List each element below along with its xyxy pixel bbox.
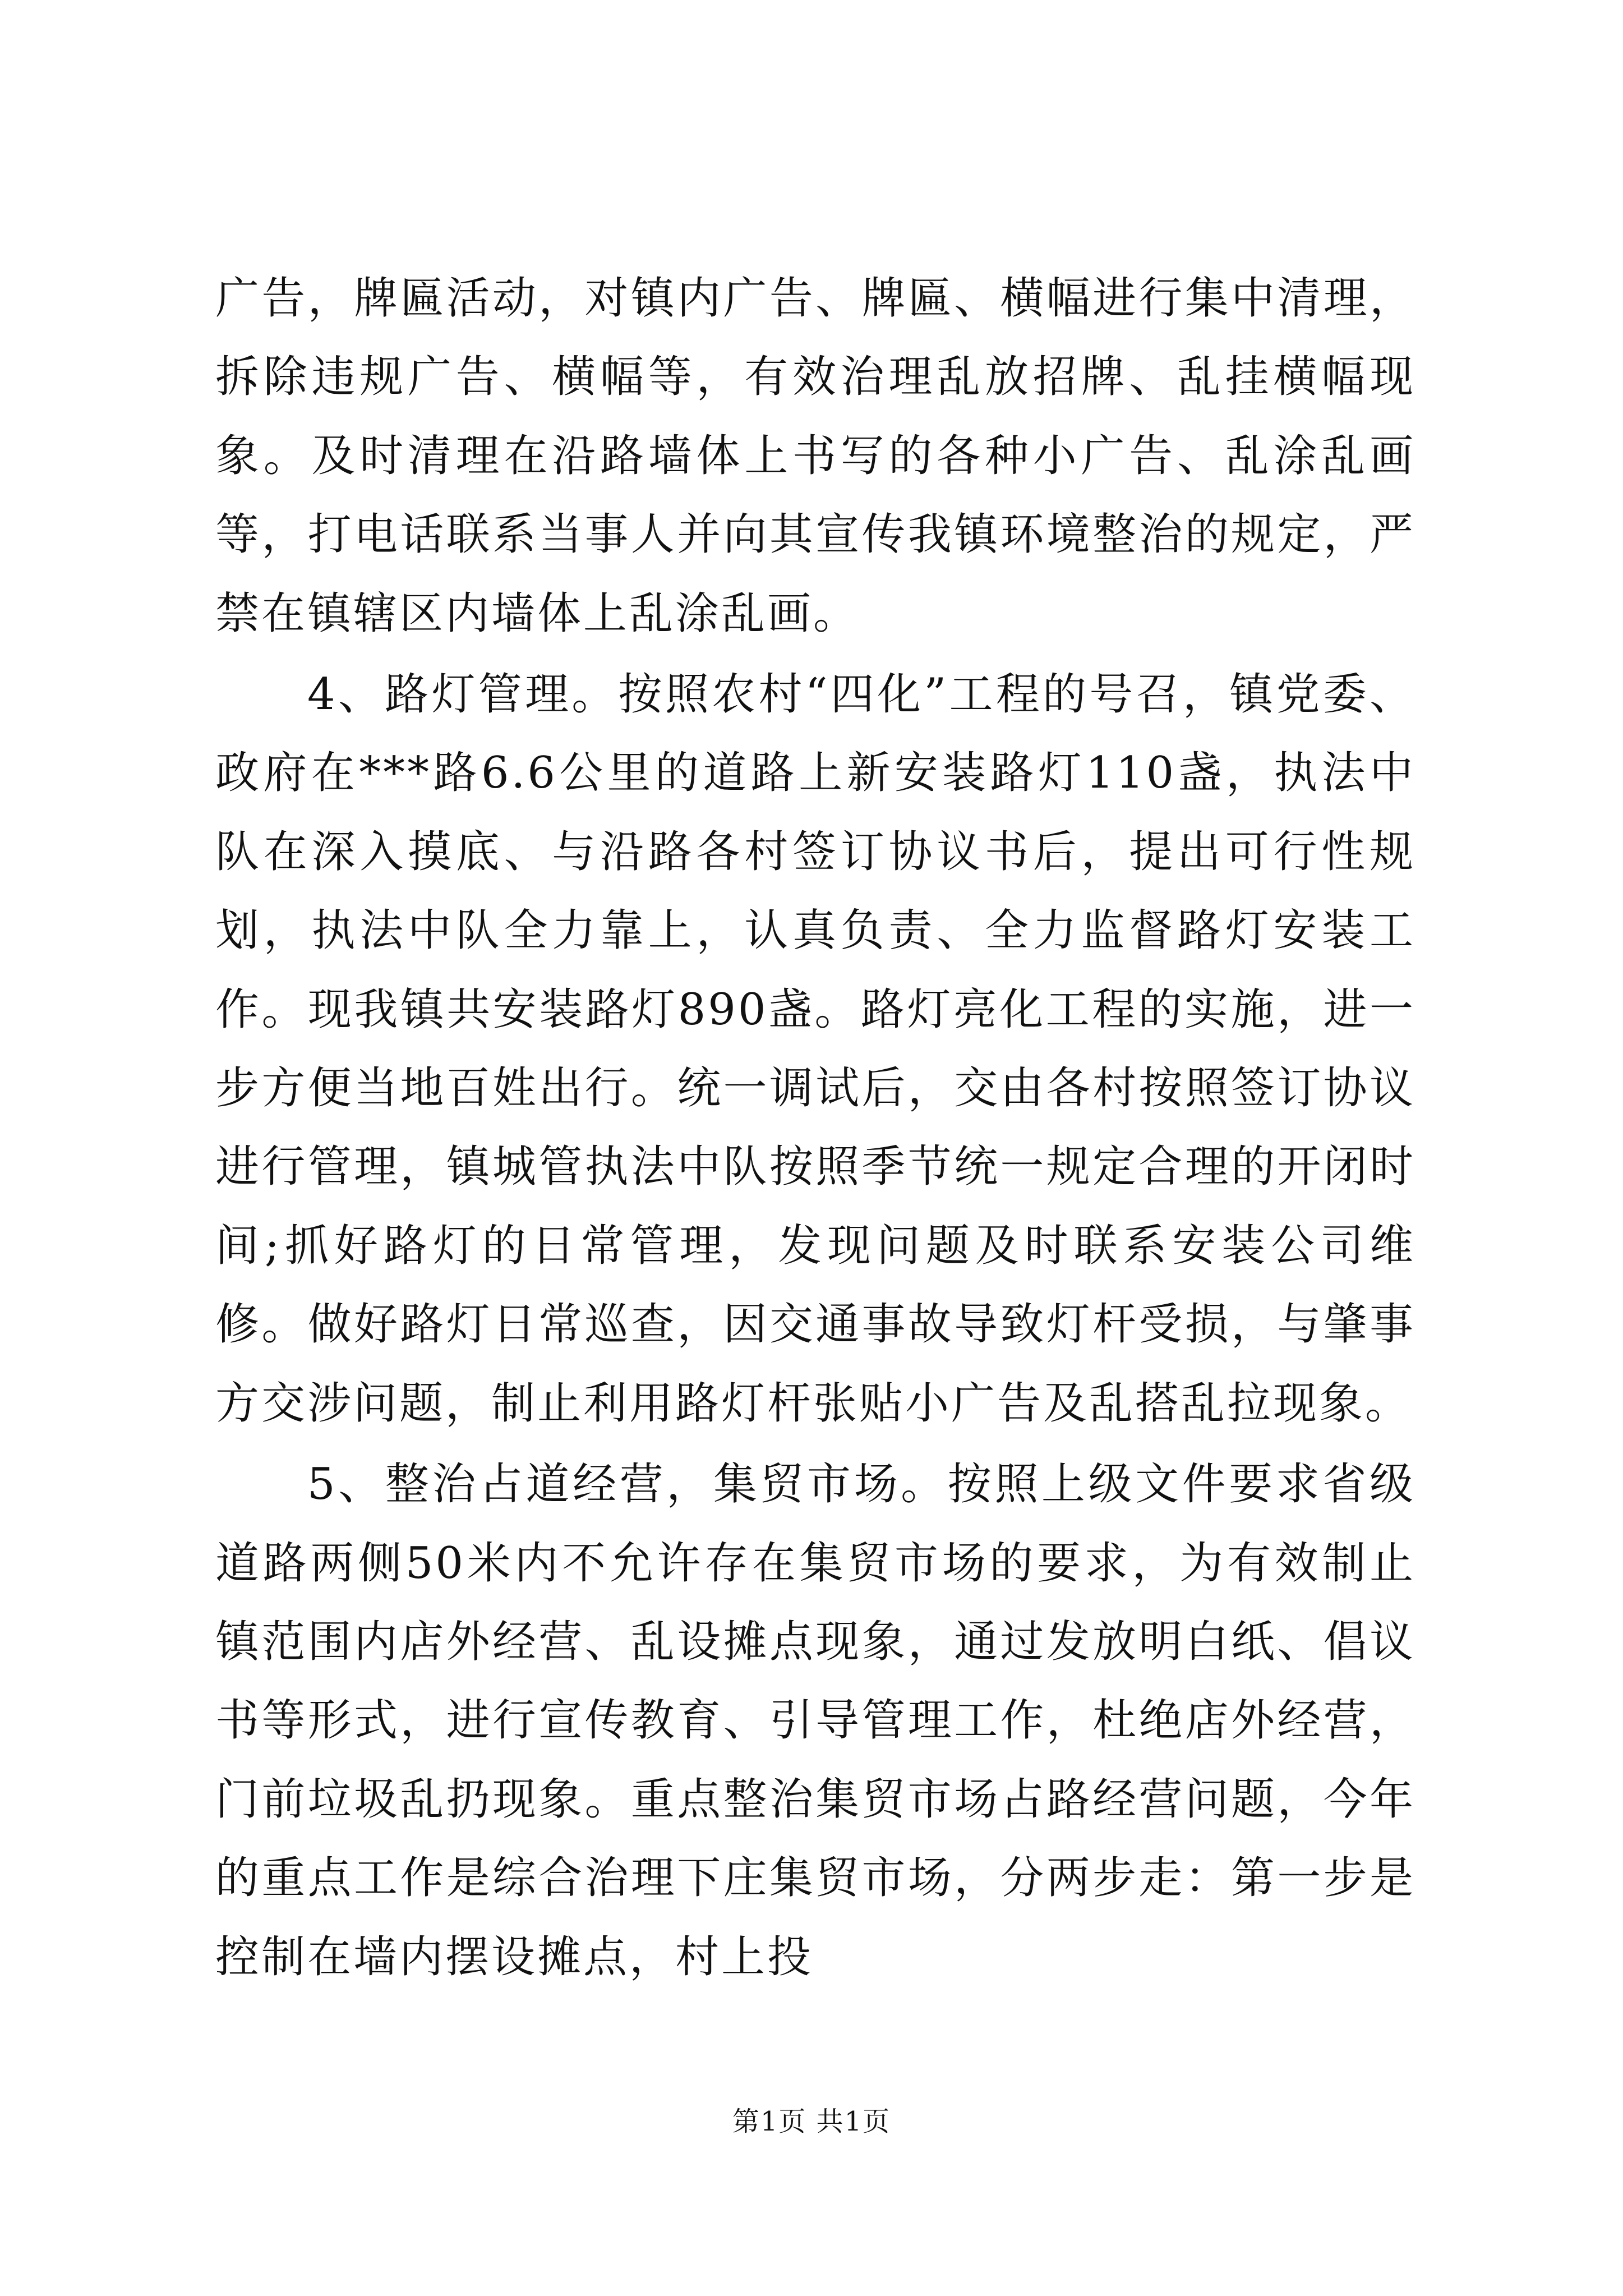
paragraph-continuation: 广告，牌匾活动，对镇内广告、牌匾、横幅进行集中清理，拆除违规广告、横幅等，有效治理乱放招牌、乱挂横幅现象。及时清理在沿路墙体上书写的各种小广告、乱涂乱画等，打电话联系当事人并向其宣传我镇环境整治的规定，严禁在镇辖区内墙体上乱涂乱画。 xyxy=(215,273,1415,639)
document-body xyxy=(215,259,1415,1999)
paragraph-street-lights: 4、路灯管理。按照农村“四化”工程的号召，镇党委、政府在***路6.6公里的道路上新安装路灯110盏，执法中队在深入摸底、与沿路各村签订协议书后，提出可行性规划，执法中队全力靠上，认真负责、全力监督路灯安装工作。现我镇共安装路灯890盏。路灯亮化工程的实施，进一步方便当地百姓出行。统一调试后，交由各村按照签订协议进行管理，镇城管执法中队按照季节统一规定合理的开闭时间;抓好路灯的日常管理，发现问题及时联系安装公司维修。做好路灯日常巡查，因交通事故导致灯杆受损，与肇事方交涉问题，制止利用路灯杆张贴小广告及乱搭乱拉现象。 xyxy=(215,669,1415,1429)
paragraph-market-regulation: 5、整治占道经营，集贸市场。按照上级文件要求省级道路两侧50米内不允许存在集贸市场的要求，为有效制止镇范围内店外经营、乱设摊点现象，通过发放明白纸、倡议书等形式，进行宣传教育、引导管理工作，杜绝店外经营，门前垃圾乱扔现象。重点整治集贸市场占路经营问题，今年的重点工作是综合治理下庄集贸市场，分两步走：第一步是控制在墙内摆设摊点，村上投 xyxy=(215,1459,1415,1982)
page-footer: 第1页 共1页 xyxy=(732,2106,891,2137)
